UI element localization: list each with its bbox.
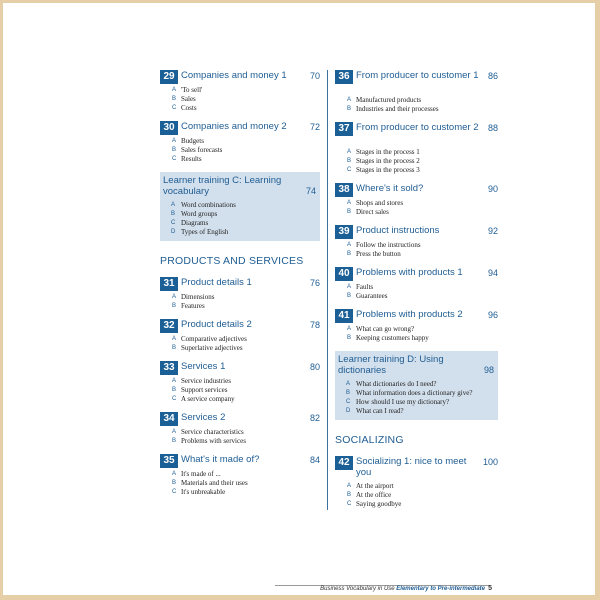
training-title: Learner training D: Using dictionaries — [338, 354, 444, 376]
toc-right-column — [335, 70, 498, 517]
subtopic-text: Diagrams — [181, 219, 209, 227]
subtopic-item — [338, 389, 494, 398]
subtopic-item — [160, 137, 320, 146]
unit-number-badge: 34 — [160, 412, 178, 426]
unit-number-badge: 31 — [160, 277, 178, 291]
unit-page-number: 100 — [482, 457, 498, 467]
unit-number-badge: 37 — [335, 122, 353, 136]
subtopic-letter: B — [172, 345, 177, 351]
unit-title: From producer to customer 1 — [356, 70, 479, 81]
subtopic-item — [335, 482, 498, 491]
subtopic-item — [335, 157, 498, 166]
subtopic-letter: B — [172, 438, 177, 444]
subtopic-text: At the office — [356, 491, 392, 499]
column-divider — [327, 70, 328, 510]
subtopic-text: Saying goodbye — [356, 500, 402, 508]
subtopic-text: What can go wrong? — [356, 325, 415, 333]
subtopic-text: Materials and their uses — [181, 479, 248, 487]
subtopic-text: Industries and their processes — [356, 105, 439, 113]
subtopic-letter: A — [171, 202, 176, 208]
subtopic-item — [338, 398, 494, 407]
subtopic-text: What can I read? — [356, 407, 404, 415]
subtopic-text: Stages in the process 1 — [356, 148, 420, 156]
subtopic-item — [160, 104, 320, 113]
subtopic-text: Direct sales — [356, 208, 389, 216]
subtopic-item — [335, 325, 498, 334]
subtopic-letter: B — [347, 492, 352, 498]
unit-number-badge: 38 — [335, 183, 353, 197]
subtopic-letter: A — [172, 378, 177, 384]
subtopic-text: Budgets — [181, 137, 204, 145]
unit-page-number: 86 — [487, 71, 498, 81]
subtopic-item — [160, 479, 320, 488]
subtopic-item — [160, 95, 320, 104]
subtopic-item — [160, 335, 320, 344]
unit-entry — [335, 122, 498, 175]
subtopic-letter: A — [172, 471, 177, 477]
subtopic-letter: A — [172, 429, 177, 435]
subtopic-letter: B — [172, 480, 177, 486]
subtopic-text: Guarantees — [356, 292, 388, 300]
unit-entry — [160, 121, 320, 164]
subtopic-text: It's made of ... — [181, 470, 221, 478]
unit-title: Product instructions — [356, 225, 440, 236]
subtopic-text: Press the button — [356, 250, 401, 258]
subtopic-text: How should I use my dictionary? — [356, 398, 450, 406]
subtopic-letter: A — [172, 87, 177, 93]
section-title-socializing: SOCIALIZING — [335, 434, 404, 446]
unit-number-badge: 39 — [335, 225, 353, 239]
subtopic-item — [335, 250, 498, 259]
toc-left-column — [160, 70, 320, 505]
unit-title: Companies and money 2 — [181, 121, 287, 132]
subtopic-text: Dimensions — [181, 293, 215, 301]
unit-number-badge: 35 — [160, 454, 178, 468]
subtopic-letter: B — [346, 390, 351, 396]
subtopic-letter: C — [172, 156, 177, 162]
unit-number-badge: 42 — [335, 456, 353, 470]
subtopic-item — [335, 105, 498, 114]
unit-entry — [160, 277, 320, 311]
subtopic-letter: A — [347, 242, 352, 248]
subtopic-item — [160, 470, 320, 479]
unit-number-badge: 36 — [335, 70, 353, 84]
subtopic-letter: B — [347, 158, 352, 164]
training-page: 98 — [483, 365, 494, 375]
unit-title: Where's it sold? — [356, 183, 424, 194]
unit-number-badge: 30 — [160, 121, 178, 135]
book-level: Elementary to Pre-intermediate — [396, 586, 485, 592]
subtopic-text: Features — [181, 302, 205, 310]
subtopic-letter: D — [346, 408, 351, 414]
subtopic-item — [335, 166, 498, 175]
unit-page-number: 88 — [487, 123, 498, 133]
subtopic-item — [335, 241, 498, 250]
subtopic-item — [160, 293, 320, 302]
subtopic-letter: B — [347, 335, 352, 341]
unit-entry — [160, 454, 320, 497]
subtopic-letter: C — [171, 220, 176, 226]
unit-title: Companies and money 1 — [181, 70, 287, 81]
subtopic-text: Stages in the process 2 — [356, 157, 420, 165]
learner-training-d-box — [335, 351, 498, 420]
unit-title: What's it made of? — [181, 454, 260, 465]
unit-page-number: 94 — [487, 268, 498, 278]
subtopic-letter: B — [172, 303, 177, 309]
unit-title: From producer to customer 2 — [356, 122, 479, 133]
subtopic-text: At the airport — [356, 482, 394, 490]
subtopic-item — [160, 155, 320, 164]
subtopic-letter: C — [347, 501, 352, 507]
unit-page-number: 76 — [309, 278, 320, 288]
subtopic-letter: B — [171, 211, 176, 217]
subtopic-text: Follow the instructions — [356, 241, 421, 249]
subtopic-letter: B — [347, 106, 352, 112]
unit-number-badge: 33 — [160, 361, 178, 375]
unit-page-number: 96 — [487, 310, 498, 320]
footer-text — [320, 586, 485, 592]
unit-title: Services 1 — [181, 361, 226, 372]
subtopic-text: A service company — [181, 395, 235, 403]
unit-entry — [335, 225, 498, 259]
subtopic-letter: A — [172, 336, 177, 342]
unit-entry — [160, 70, 320, 113]
subtopic-letter: B — [172, 96, 177, 102]
unit-page-number: 70 — [309, 71, 320, 81]
subtopic-letter: C — [172, 396, 177, 402]
subtopic-item — [335, 96, 498, 105]
subtopic-text: Service industries — [181, 377, 231, 385]
unit-page-number: 80 — [309, 362, 320, 372]
subtopic-item — [160, 428, 320, 437]
unit-page-number: 82 — [309, 413, 320, 423]
subtopic-letter: C — [172, 489, 177, 495]
subtopic-letter: B — [347, 209, 352, 215]
subtopic-text: Superlative adjectives — [181, 344, 243, 352]
unit-number-badge: 32 — [160, 319, 178, 333]
unit-number-badge: 29 — [160, 70, 178, 84]
section-title-products: PRODUCTS AND SERVICES — [160, 255, 304, 267]
unit-entry — [160, 361, 320, 404]
unit-page-number: 84 — [309, 455, 320, 465]
subtopic-item — [335, 334, 498, 343]
unit-entry — [335, 70, 498, 114]
subtopic-item — [335, 148, 498, 157]
subtopic-text: Costs — [181, 104, 197, 112]
subtopic-letter: B — [347, 251, 352, 257]
subtopic-letter: A — [347, 326, 352, 332]
learner-training-c-box — [160, 172, 320, 241]
unit-title: Product details 1 — [181, 277, 252, 288]
subtopic-letter: C — [346, 399, 351, 405]
unit-number-badge: 41 — [335, 309, 353, 323]
subtopic-letter: C — [347, 167, 352, 173]
subtopic-letter: B — [347, 293, 352, 299]
subtopic-item — [335, 491, 498, 500]
subtopic-item — [160, 488, 320, 497]
subtopic-text: Types of English — [181, 228, 229, 236]
subtopic-text: Word combinations — [181, 201, 236, 209]
subtopic-text: 'To sell' — [181, 86, 203, 94]
unit-number-badge: 40 — [335, 267, 353, 281]
unit-entry — [335, 183, 498, 217]
unit-page-number: 78 — [309, 320, 320, 330]
subtopic-text: Keeping customers happy — [356, 334, 429, 342]
subtopic-letter: B — [172, 387, 177, 393]
subtopic-letter: A — [347, 483, 352, 489]
subtopic-item — [160, 86, 320, 95]
training-title: Learner training C: Learning vocabulary — [163, 175, 282, 197]
subtopic-item — [160, 395, 320, 404]
subtopic-letter: A — [172, 294, 177, 300]
subtopic-text: Comparative adjectives — [181, 335, 247, 343]
subtopic-item — [335, 208, 498, 217]
subtopic-letter: D — [171, 229, 176, 235]
subtopic-text: Service characteristics — [181, 428, 244, 436]
subtopic-item — [338, 407, 494, 416]
subtopic-text: What dictionaries do I need? — [356, 380, 437, 388]
subtopic-letter: A — [347, 284, 352, 290]
subtopic-item — [160, 386, 320, 395]
unit-title: Problems with products 2 — [356, 309, 463, 320]
subtopic-text: Sales forecasts — [181, 146, 223, 154]
unit-entry — [335, 456, 498, 509]
unit-entry — [160, 412, 320, 446]
subtopic-item — [160, 377, 320, 386]
subtopic-text: Support services — [181, 386, 228, 394]
subtopic-letter: B — [172, 147, 177, 153]
subtopic-item — [163, 228, 316, 237]
subtopic-text: Shops and stores — [356, 199, 404, 207]
unit-title: Problems with products 1 — [356, 267, 463, 278]
subtopic-letter: A — [347, 97, 352, 103]
subtopic-text: Word groups — [181, 210, 218, 218]
subtopic-letter: A — [347, 149, 352, 155]
unit-entry — [335, 309, 498, 343]
subtopic-text: Faults — [356, 283, 374, 291]
subtopic-item — [160, 302, 320, 311]
subtopic-item — [335, 500, 498, 509]
unit-entry — [335, 267, 498, 301]
subtopic-item — [335, 283, 498, 292]
subtopic-letter: A — [347, 200, 352, 206]
subtopic-text: Stages in the process 3 — [356, 166, 420, 174]
unit-page-number: 92 — [487, 226, 498, 236]
subtopic-text: Problems with services — [181, 437, 246, 445]
page-footer — [0, 585, 600, 597]
subtopic-letter: A — [346, 381, 351, 387]
unit-page-number: 72 — [309, 122, 320, 132]
unit-page-number: 90 — [487, 184, 498, 194]
book-title: Business Vocabulary in Use — [320, 586, 395, 592]
subtopic-item — [335, 199, 498, 208]
subtopic-item — [338, 380, 494, 389]
subtopic-text: What information does a dictionary give? — [356, 389, 473, 397]
subtopic-item — [163, 210, 316, 219]
subtopic-text: Manufactured products — [356, 96, 422, 104]
unit-title: Product details 2 — [181, 319, 252, 330]
training-page: 74 — [305, 186, 316, 196]
subtopic-item — [163, 219, 316, 228]
subtopic-item — [335, 292, 498, 301]
unit-title: Services 2 — [181, 412, 226, 423]
subtopic-letter: C — [172, 105, 177, 111]
page-number: 5 — [488, 585, 492, 592]
subtopic-item — [160, 344, 320, 353]
subtopic-item — [160, 146, 320, 155]
subtopic-text: It's unbreakable — [181, 488, 226, 496]
subtopic-text: Results — [181, 155, 202, 163]
subtopic-letter: A — [172, 138, 177, 144]
unit-title: Socializing 1: nice to meet you — [356, 456, 467, 478]
unit-entry — [160, 319, 320, 353]
subtopic-item — [163, 201, 316, 210]
subtopic-text: Sales — [181, 95, 196, 103]
subtopic-item — [160, 437, 320, 446]
